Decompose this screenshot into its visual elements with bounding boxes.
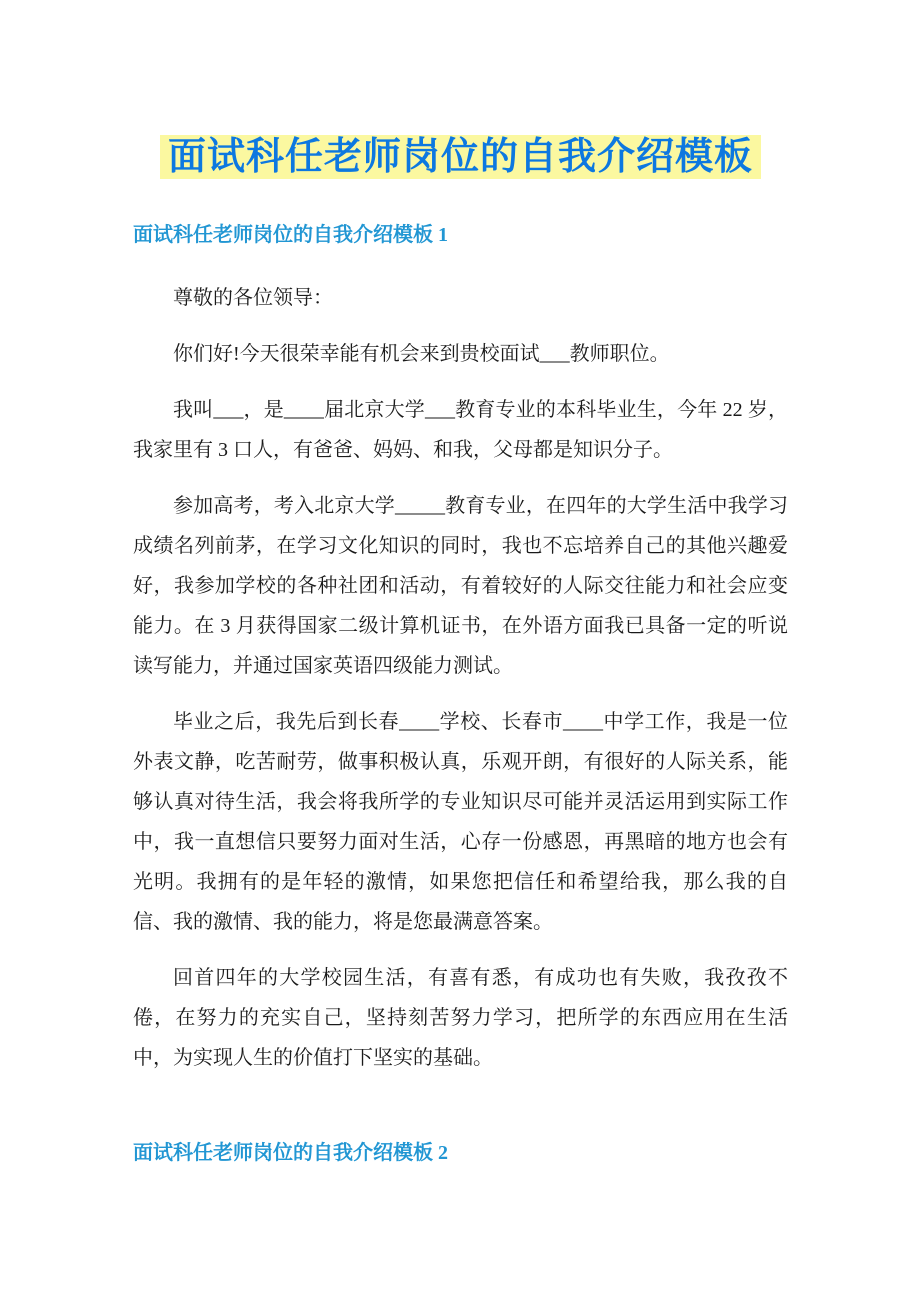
document-title-highlight: 面试科任老师岗位的自我介绍模板 <box>160 135 761 179</box>
paragraph-salutation: 尊敬的各位领导： <box>173 287 333 309</box>
section-heading-2: 面试科任老师岗位的自我介绍模板 2 <box>133 1142 448 1164</box>
section-heading-1: 面试科任老师岗位的自我介绍模板 1 <box>133 224 448 246</box>
document-title <box>133 132 788 182</box>
paragraph-review: 回首四年的大学校园生活，有喜有悉，有成功也有失败，我孜孜不倦，在努力的充实自己，坚持刻苦努力学习，把所学的东西应用在生活中，为实现人生的价值打下坚实的基础。 <box>133 967 788 1069</box>
document-content <box>0 132 920 1166</box>
paragraph-college-life: 参加高考，考入北京大学_____教育专业，在四年的大学生活中我学习成绩名列前茅，在学习文化知识的同时，我也不忘培养自己的其他兴趣爱好，我参加学校的各种社团和活动，有着较好的人际交往能力和社会应变能力。在 3 月获得国家二级计算机证书，在外语方面我已具备一定的听说读写能力，并通过国家英语四级能力测试。 <box>133 495 788 677</box>
paragraph-work-experience: 毕业之后，我先后到长春____学校、长春市____中学工作，我是一位外表文静，吃苦耐劳，做事积极认真，乐观开朗，有很好的人际关系，能够认真对待生活，我会将我所学的专业知识尽可能并灵活运用到实际工作中，我一直想信只要努力面对生活，心存一份感恩，再黑暗的地方也会有光明。我拥有的是年轻的激情，如果您把信任和希望给我，那么我的自信、我的激情、我的能力，将是您最满意答案。 <box>133 711 788 933</box>
paragraph-self-intro: 我叫___，是____届北京大学___教育专业的本科毕业生，今年 22 岁，我家里有 3 口人，有爸爸、妈妈、和我，父母都是知识分子。 <box>133 399 788 461</box>
paragraph-greeting: 你们好!今天很荣幸能有机会来到贵校面试___教师职位。 <box>173 343 670 365</box>
